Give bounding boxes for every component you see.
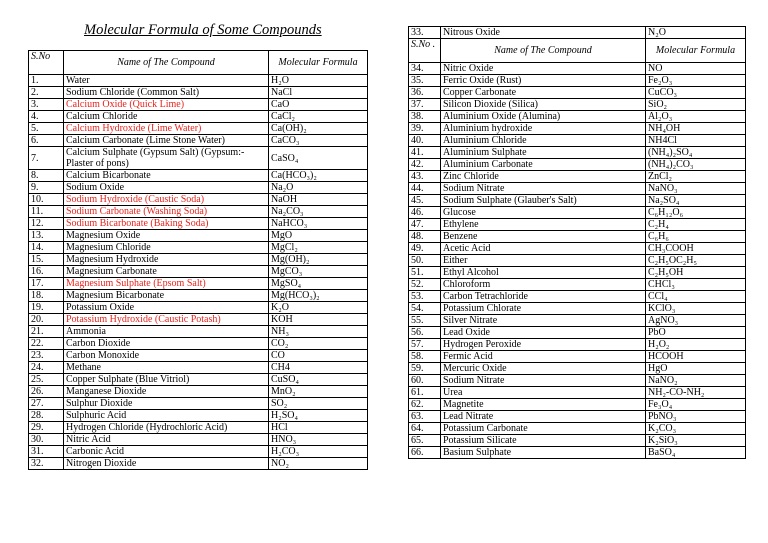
table-row [409,315,746,327]
table-row [409,267,746,279]
table-row [409,327,746,339]
table-row [409,411,746,423]
table-row [29,458,368,470]
compound-name: Magnesium Bicarbonate [64,290,269,302]
compounds-table-left [28,50,368,470]
table-row [29,326,368,338]
molecular-formula: NaOH [269,194,368,206]
compound-name: Basium Sulphate [441,447,646,459]
compound-name: Sodium Carbonate (Washing Soda) [64,206,269,218]
row-number: 28. [29,410,64,422]
molecular-formula: HNO₃ [269,434,368,446]
compound-name: Calcium Chloride [64,111,269,123]
molecular-formula: Al₂O₃ [646,111,746,123]
compound-name: Sodium Nitrate [441,375,646,387]
row-number: 9. [29,182,64,194]
compound-name: Magnesium Chloride [64,242,269,254]
table-row [29,338,368,350]
molecular-formula: MnO₂ [269,386,368,398]
row-number: 42. [409,159,441,171]
compound-name: Silver Nitrate [441,315,646,327]
row-number: 24. [29,362,64,374]
table-row [409,111,746,123]
row-number: 59. [409,363,441,375]
molecular-formula: Mg(HCO₃)₂ [269,290,368,302]
row-number: 48. [409,231,441,243]
molecular-formula: NH₃ [269,326,368,338]
molecular-formula: SiO₂ [646,99,746,111]
compound-name: Magnesium Oxide [64,230,269,242]
molecular-formula: K₂SiO₃ [646,435,746,447]
molecular-formula: CHCl₃ [646,279,746,291]
row-number: 34. [409,63,441,75]
molecular-formula: HCOOH [646,351,746,363]
name-header: Name of The Compound [64,51,269,75]
table-row [29,302,368,314]
row-number: 32. [29,458,64,470]
compound-name: Potassium Chlorate [441,303,646,315]
compound-name: Sodium Sulphate (Glauber's Salt) [441,195,646,207]
compound-name: Calcium Sulphate (Gypsum Salt) (Gypsum:-Plaster of pons) [64,147,269,170]
row-number: 21. [29,326,64,338]
compound-name: Nitrogen Dioxide [64,458,269,470]
compound-name: Sodium Chloride (Common Salt) [64,87,269,99]
table-row [409,399,746,411]
table-row [409,159,746,171]
compound-name: Magnesium Hydroxide [64,254,269,266]
formula-header: Molecular Formula [646,39,746,63]
compound-name: Chloroform [441,279,646,291]
table-row [409,27,746,39]
table-row [29,230,368,242]
molecular-formula: HCl [269,422,368,434]
molecular-formula: CaSO₄ [269,147,368,170]
table-row [29,410,368,422]
molecular-formula: CuSO₄ [269,374,368,386]
table-row [29,386,368,398]
table-row [409,219,746,231]
molecular-formula: Mg(OH)₂ [269,254,368,266]
molecular-formula: CaCO₃ [269,135,368,147]
name-header: Name of The Compound [441,39,646,63]
table-row [409,303,746,315]
row-number: 29. [29,422,64,434]
compound-name: Carbonic Acid [64,446,269,458]
molecular-formula: H₂SO₄ [269,410,368,422]
compound-name: Calcium Oxide (Quick Lime) [64,99,269,111]
table-row [29,266,368,278]
compound-name: Glucose [441,207,646,219]
table-row [29,278,368,290]
table-row [29,290,368,302]
molecular-formula: Na₂O [269,182,368,194]
table-row [29,87,368,99]
row-number: 50. [409,255,441,267]
table-row [409,423,746,435]
molecular-formula: CaO [269,99,368,111]
row-number: 13. [29,230,64,242]
table-row [409,63,746,75]
row-number: 22. [29,338,64,350]
table-row [409,435,746,447]
table-row [409,183,746,195]
row-number: 14. [29,242,64,254]
compound-name: Silicon Dioxide (Silica) [441,99,646,111]
molecular-formula: C₆H₆ [646,231,746,243]
molecular-formula: BaSO₄ [646,447,746,459]
compound-name: Lead Nitrate [441,411,646,423]
row-number: 63. [409,411,441,423]
table-row [409,207,746,219]
sno-header: S.No [29,51,64,75]
molecular-formula: CuCO₃ [646,87,746,99]
compound-name: Acetic Acid [441,243,646,255]
table-row [29,135,368,147]
table-row [29,218,368,230]
row-number: 11. [29,206,64,218]
molecular-formula: Fe₃O₄ [646,399,746,411]
molecular-formula: Fe₂O₃ [646,75,746,87]
row-number: 5. [29,123,64,135]
table-row [29,242,368,254]
table-row [29,314,368,326]
molecular-formula: NH4Cl [646,135,746,147]
compound-name: Aluminium Sulphate [441,147,646,159]
molecular-formula: PbO [646,327,746,339]
row-number: 55. [409,315,441,327]
table-row [29,75,368,87]
row-number: 44. [409,183,441,195]
molecular-formula: NO [646,63,746,75]
compound-name: Lead Oxide [441,327,646,339]
molecular-formula: MgCl₂ [269,242,368,254]
molecular-formula: NaCl [269,87,368,99]
compound-name: Either [441,255,646,267]
molecular-formula: C₂H₅OH [646,267,746,279]
compound-name: Aluminium Carbonate [441,159,646,171]
row-number: 43. [409,171,441,183]
row-number: 56. [409,327,441,339]
table-row [29,362,368,374]
compound-name: Ammonia [64,326,269,338]
right-table-body [409,63,746,459]
row-number: 8. [29,170,64,182]
compounds-table-right [408,26,746,459]
compound-name: Magnetite [441,399,646,411]
molecular-formula: AgNO₃ [646,315,746,327]
row-number: 58. [409,351,441,363]
row-number: 62. [409,399,441,411]
compound-name: Ethyl Alcohol [441,267,646,279]
row-number: 10. [29,194,64,206]
row-number: 39. [409,123,441,135]
molecular-formula: MgSO₄ [269,278,368,290]
row-number: 37. [409,99,441,111]
row-number: 20. [29,314,64,326]
compound-name: Copper Carbonate [441,87,646,99]
table-row [29,206,368,218]
compound-name: Nitric Oxide [441,63,646,75]
compound-name: Carbon Tetrachloride [441,291,646,303]
row-number: 1. [29,75,64,87]
table-row [29,99,368,111]
compound-name: Aluminium hydroxide [441,123,646,135]
molecular-formula: K₂CO₃ [646,423,746,435]
molecular-formula: Ca(OH)₂ [269,123,368,135]
row-number: 33. [409,27,441,39]
compound-name: Copper Sulphate (Blue Vitriol) [64,374,269,386]
molecular-formula: CaCl₂ [269,111,368,123]
compound-name: Ethylene [441,219,646,231]
molecular-formula: HgO [646,363,746,375]
table-row [29,170,368,182]
compound-name: Potassium Carbonate [441,423,646,435]
compound-name: Hydrogen Peroxide [441,339,646,351]
table-row [29,422,368,434]
row-number: 65. [409,435,441,447]
table-row [409,195,746,207]
row-number: 47. [409,219,441,231]
compound-name: Sodium Nitrate [441,183,646,195]
row-number: 15. [29,254,64,266]
table-row [409,387,746,399]
row-number: 64. [409,423,441,435]
table-row [409,135,746,147]
table-row [409,87,746,99]
molecular-formula: NH₄OH [646,123,746,135]
row-number: 54. [409,303,441,315]
table-row [409,123,746,135]
table-row [409,231,746,243]
table-row [29,398,368,410]
row-number: 26. [29,386,64,398]
compound-name: Sodium Hydroxide (Caustic Soda) [64,194,269,206]
row-number: 27. [29,398,64,410]
molecular-formula: MgO [269,230,368,242]
row-number: 41. [409,147,441,159]
table-row [409,147,746,159]
molecular-formula: KClO₃ [646,303,746,315]
compound-name: Methane [64,362,269,374]
row-number: 52. [409,279,441,291]
table-row [409,351,746,363]
table-row [409,279,746,291]
row-number: 60. [409,375,441,387]
molecular-formula: CO₂ [269,338,368,350]
table-row [29,254,368,266]
row-number: 45. [409,195,441,207]
row-number: 17. [29,278,64,290]
molecular-formula: Ca(HCO₃)₂ [269,170,368,182]
compound-name: Carbon Dioxide [64,338,269,350]
table-row [409,171,746,183]
compound-name: Magnesium Sulphate (Epsom Salt) [64,278,269,290]
molecular-formula: ZnCl₂ [646,171,746,183]
row-number: 40. [409,135,441,147]
molecular-formula: MgCO₃ [269,266,368,278]
table-row [29,434,368,446]
sno-header: S.No . [409,39,441,63]
row-number: 30. [29,434,64,446]
row-number: 66. [409,447,441,459]
molecular-formula: SO₂ [269,398,368,410]
compound-name: Potassium Oxide [64,302,269,314]
table-row [29,111,368,123]
row-number: 31. [29,446,64,458]
molecular-formula: NaNO₃ [646,183,746,195]
molecular-formula: PbNO₃ [646,411,746,423]
table-row [409,99,746,111]
molecular-formula: H₂O [269,75,368,87]
compound-name: Water [64,75,269,87]
compound-name: Hydrogen Chloride (Hydrochloric Acid) [64,422,269,434]
row-number: 2. [29,87,64,99]
compound-name: Urea [441,387,646,399]
compound-name: Ferric Oxide (Rust) [441,75,646,87]
molecular-formula: CH4 [269,362,368,374]
compound-name: Sodium Oxide [64,182,269,194]
compound-name: Benzene [441,231,646,243]
row-number: 4. [29,111,64,123]
table-row [29,350,368,362]
row-number: 35. [409,75,441,87]
row-number: 61. [409,387,441,399]
row-number: 38. [409,111,441,123]
compound-name: Potassium Silicate [441,435,646,447]
row-number: 3. [29,99,64,111]
table-row [409,363,746,375]
table-row [29,446,368,458]
molecular-formula: (NH₄)₂SO₄ [646,147,746,159]
compound-name: Calcium Hydroxide (Lime Water) [64,123,269,135]
row-number: 57. [409,339,441,351]
page-title: Molecular Formula of Some Compounds [84,22,322,38]
row-number: 7. [29,147,64,170]
table-row [409,75,746,87]
molecular-formula: CH₃COOH [646,243,746,255]
table-row [409,447,746,459]
molecular-formula: Na₂SO₄ [646,195,746,207]
molecular-formula: H₂CO₃ [269,446,368,458]
molecular-formula: (NH₄)₂CO₃ [646,159,746,171]
compound-name: Nitric Acid [64,434,269,446]
compound-name: Sulphur Dioxide [64,398,269,410]
row-number: 19. [29,302,64,314]
formula-header: Molecular Formula [269,51,368,75]
molecular-formula: NaNO₂ [646,375,746,387]
row-number: 23. [29,350,64,362]
compound-name: Fermic Acid [441,351,646,363]
molecular-formula: C₂H₄ [646,219,746,231]
compound-name: Potassium Hydroxide (Caustic Potash) [64,314,269,326]
table-row [409,339,746,351]
row-number: 53. [409,291,441,303]
compound-name: Sodium Bicarbonate (Baking Soda) [64,218,269,230]
compound-name: Nitrous Oxide [441,27,646,39]
row-number: 36. [409,87,441,99]
molecular-formula: NH₂-CO-NH₂ [646,387,746,399]
molecular-formula: Na₂CO₃ [269,206,368,218]
table-row [29,123,368,135]
molecular-formula: CO [269,350,368,362]
compound-name: Magnesium Carbonate [64,266,269,278]
compound-name: Calcium Bicarbonate [64,170,269,182]
compound-name: Manganese Dioxide [64,386,269,398]
compound-name: Mercuric Oxide [441,363,646,375]
compound-name: Zinc Chloride [441,171,646,183]
row-number: 16. [29,266,64,278]
molecular-formula: NO₂ [269,458,368,470]
compound-name: Aluminium Chloride [441,135,646,147]
row-number: 49. [409,243,441,255]
molecular-formula: C₂H₅OC₂H₅ [646,255,746,267]
table-row [409,375,746,387]
table-row [29,147,368,170]
compound-name: Aluminium Oxide (Alumina) [441,111,646,123]
molecular-formula: N₂O [646,27,746,39]
compound-name: Sulphuric Acid [64,410,269,422]
table-row [29,182,368,194]
left-table-body [29,75,368,470]
row-number: 51. [409,267,441,279]
molecular-formula: NaHCO₃ [269,218,368,230]
compound-name: Carbon Monoxide [64,350,269,362]
table-row [409,243,746,255]
row-number: 12. [29,218,64,230]
row-number: 25. [29,374,64,386]
table-row [409,291,746,303]
molecular-formula: K₂O [269,302,368,314]
row-number: 46. [409,207,441,219]
table-row [409,255,746,267]
molecular-formula: KOH [269,314,368,326]
row-number: 18. [29,290,64,302]
molecular-formula: CCl₄ [646,291,746,303]
compound-name: Calcium Carbonate (Lime Stone Water) [64,135,269,147]
table-row [29,374,368,386]
molecular-formula: H₂O₂ [646,339,746,351]
row-number: 6. [29,135,64,147]
molecular-formula: C₆H₁₂O₆ [646,207,746,219]
table-row [29,194,368,206]
